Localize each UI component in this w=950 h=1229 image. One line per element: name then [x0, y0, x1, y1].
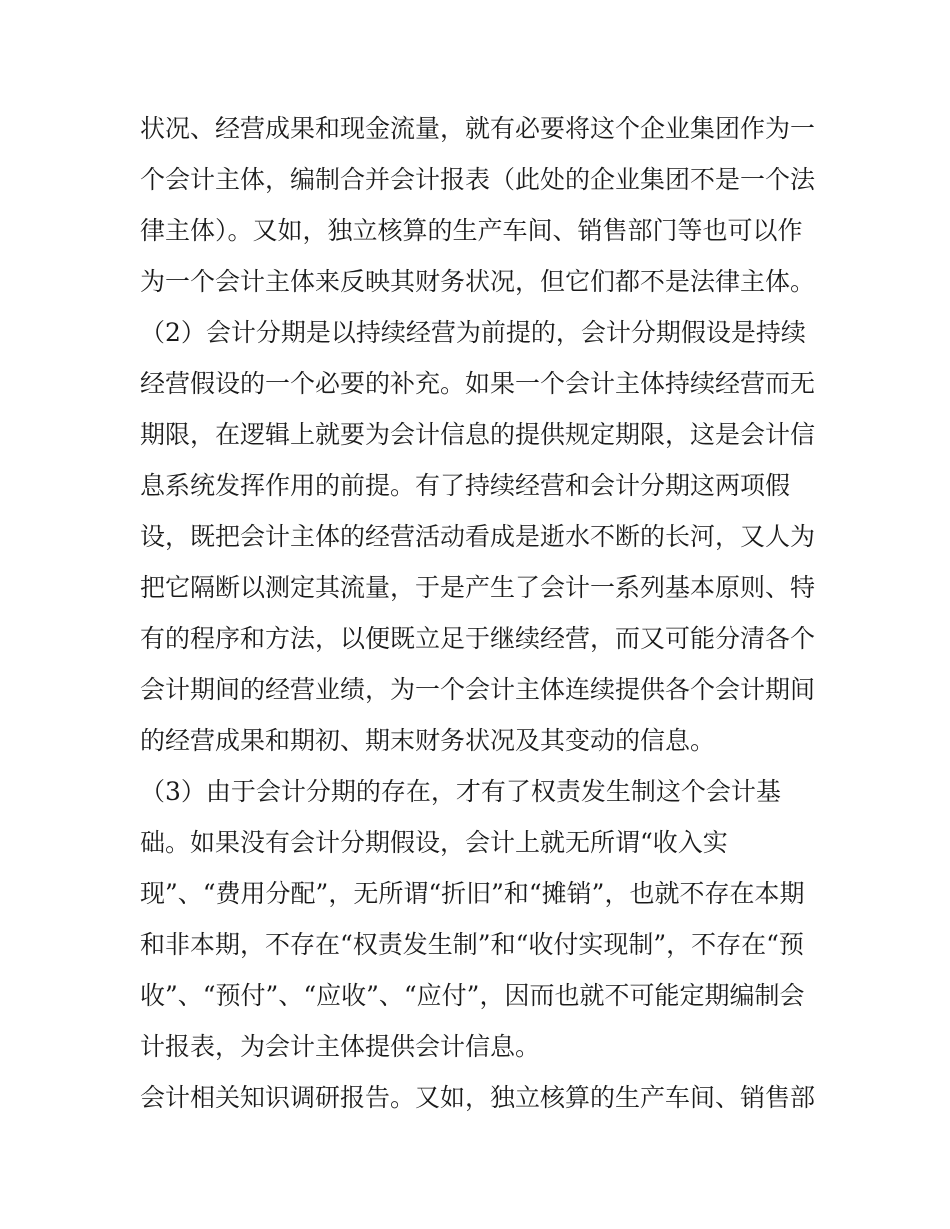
text-line: 收”、“预付”、“应收”、“应付”，因而也就不可能定期编制会	[140, 981, 805, 1010]
text-line: 现”、“费用分配”，无所谓“折旧”和“摊销”，也就不存在本期	[140, 879, 805, 908]
text-line: 会计期间的经营业绩，为一个会计主体连续提供各个会计期间	[140, 675, 816, 704]
text-line: 设，既把会计主体的经营活动看成是逝水不断的长河，又人为	[140, 522, 816, 551]
text-line: 息系统发挥作用的前提。有了持续经营和会计分期这两项假	[140, 471, 791, 500]
text-line: 有的程序和方法，以便既立足于继续经营，而又可能分清各个	[140, 624, 816, 653]
text-line: 状况、经营成果和现金流量，就有必要将这个企业集团作为一	[140, 114, 816, 143]
text-line: 个会计主体，编制合并会计报表（此处的企业集团不是一个法	[140, 165, 816, 194]
text-line: （3）由于会计分期的存在，才有了权责发生制这个会计基	[140, 777, 781, 806]
text-line: 律主体）。又如，独立核算的生产车间、销售部门等也可以作	[140, 216, 803, 245]
text-line: 和非本期，不存在“权责发生制”和“收付实现制”，不存在“预	[140, 930, 804, 959]
text-line: 础。如果没有会计分期假设，会计上就无所谓“收入实	[140, 828, 728, 857]
text-line: 的经营成果和期初、期末财务状况及其变动的信息。	[140, 726, 716, 755]
text-line: 经营假设的一个必要的补充。如果一个会计主体持续经营而无	[140, 369, 816, 398]
text-line: 把它隔断以测定其流量，于是产生了会计一系列基本原则、特	[140, 573, 816, 602]
text-line: （2）会计分期是以持续经营为前提的，会计分期假设是持续	[140, 318, 806, 347]
text-line: 为一个会计主体来反映其财务状况，但它们都不是法律主体。	[140, 267, 816, 296]
text-line: 会计相关知识调研报告。又如，独立核算的生产车间、销售部	[140, 1083, 816, 1112]
text-line: 计报表，为会计主体提供会计信息。	[140, 1032, 541, 1061]
text-line: 期限，在逻辑上就要为会计信息的提供规定期限，这是会计信	[140, 420, 816, 449]
